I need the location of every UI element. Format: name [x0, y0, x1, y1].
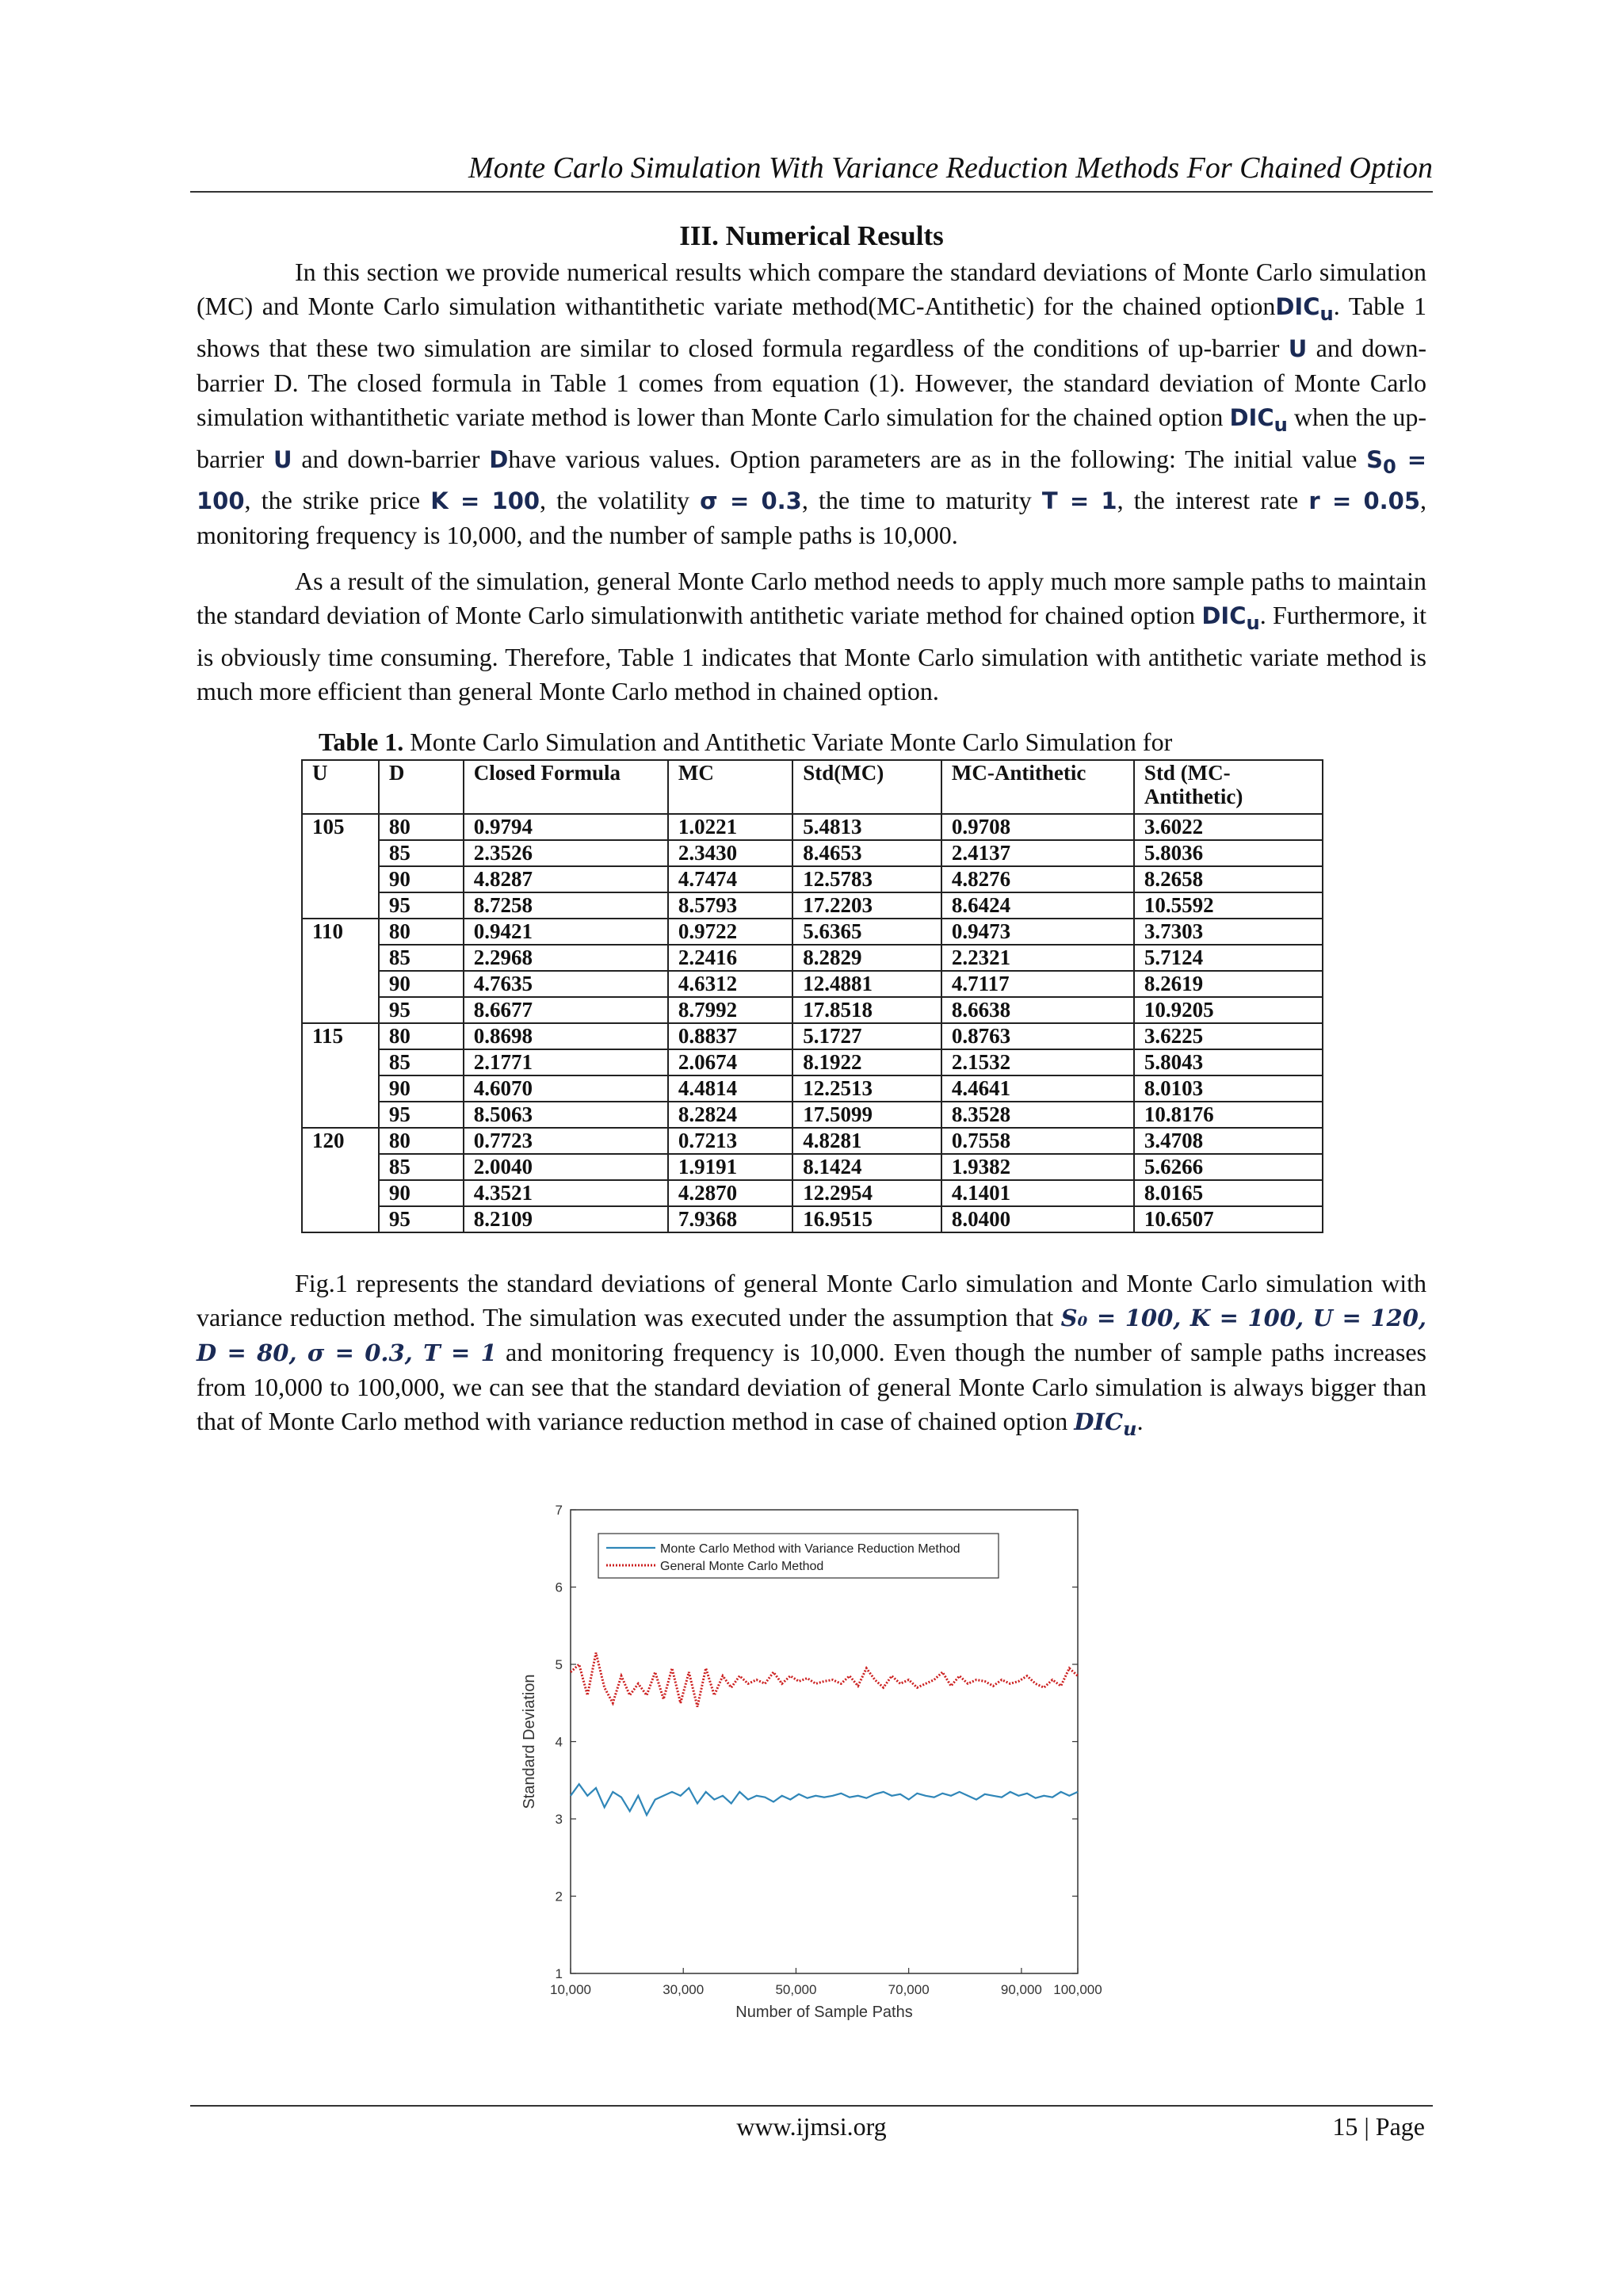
- table-cell: 4.4814: [668, 1075, 792, 1102]
- table-cell: 0.9794: [464, 814, 668, 840]
- table-cell: 12.5783: [792, 866, 941, 892]
- table-cell: 0.8763: [941, 1023, 1134, 1049]
- table-cell: 8.1922: [792, 1049, 941, 1075]
- table-cell: 8.3528: [941, 1102, 1134, 1128]
- table-cell: 8.5793: [668, 892, 792, 919]
- cell-u: 110: [302, 919, 379, 1023]
- table-cell: 80: [379, 814, 464, 840]
- col-header-std-mc: Std(MC): [792, 760, 941, 814]
- table-cell: 8.7992: [668, 997, 792, 1023]
- table-cell: 4.7635: [464, 971, 668, 997]
- table-cell: 95: [379, 1102, 464, 1128]
- table-cell: 85: [379, 1154, 464, 1180]
- table-cell: 17.2203: [792, 892, 941, 919]
- table-cell: 4.1401: [941, 1180, 1134, 1206]
- y-tick-label: 2: [555, 1889, 563, 1904]
- table-row: [302, 971, 1323, 997]
- table-cell: 2.0674: [668, 1049, 792, 1075]
- table-cell: 85: [379, 945, 464, 971]
- table-cell: 4.4641: [941, 1075, 1134, 1102]
- table-cell: 0.9708: [941, 814, 1134, 840]
- table-cell: 2.3430: [668, 840, 792, 866]
- plot-frame: [571, 1510, 1078, 1973]
- table-row: [302, 1102, 1323, 1128]
- table-cell: 1.0221: [668, 814, 792, 840]
- table-cell: 10.6507: [1134, 1206, 1323, 1232]
- table-cell: 2.3526: [464, 840, 668, 866]
- table-cell: 3.6022: [1134, 814, 1323, 840]
- table-cell: 95: [379, 997, 464, 1023]
- table-cell: 95: [379, 892, 464, 919]
- table-cell: 2.2968: [464, 945, 668, 971]
- table-cell: 12.2954: [792, 1180, 941, 1206]
- table-cell: 0.9722: [668, 919, 792, 945]
- x-tick-label: 90,000: [1000, 1982, 1042, 1997]
- x-tick-label: 100,000: [1053, 1982, 1102, 1997]
- table-cell: 0.7213: [668, 1128, 792, 1154]
- table-cell: 10.9205: [1134, 997, 1323, 1023]
- col-header-mc-antithetic: MC-Antithetic: [941, 760, 1134, 814]
- table-row: [302, 1180, 1323, 1206]
- std-dev-chart: [515, 1498, 1117, 2037]
- table-cell: 95: [379, 1206, 464, 1232]
- table-cell: 0.8837: [668, 1023, 792, 1049]
- results-table: [301, 759, 1323, 1233]
- table-cell: 12.4881: [792, 971, 941, 997]
- table-cell: 8.0165: [1134, 1180, 1323, 1206]
- legend-entry: Monte Carlo Method with Variance Reduction Method: [660, 1542, 960, 1556]
- col-header-d: D: [379, 760, 464, 814]
- table-cell: 0.9473: [941, 919, 1134, 945]
- table-cell: 8.0103: [1134, 1075, 1323, 1102]
- x-tick-label: 30,000: [663, 1982, 705, 1997]
- table-cell: 3.4708: [1134, 1128, 1323, 1154]
- table-cell: 8.2658: [1134, 866, 1323, 892]
- paragraph-intro: In this section we provide numerical results which compare the standard deviations of Monte Carlo simulation (MC) and Monte Carlo simulation withantithetic variate method(MC-Antithetic) for the chained optionDIC$_u$. Table 1 shows that these two simulation are similar to closed formula regardless of the conditions of up-barrier U and down-barrier D. The closed formula in Table 1 comes from equation (1). However, the standard deviation of Monte Carlo simulation withantithetic variate method is lower than Monte Carlo simulation for the chained option $DIC_u$ when the up-barrier U and down-barrier Dhave various values. Option parameters are as in the following: The initial value $S_0 = 100$, the strike price K = 100, the volatility σ = 0.3, the time to maturity T = 1, the interest rate r = 0.05, monitoring frequency is 10,000, and the number of sample paths is 10,000.: [197, 258, 1427, 550]
- table-row: [302, 1128, 1323, 1154]
- table-cell: 4.7117: [941, 971, 1134, 997]
- cell-u: 105: [302, 814, 379, 919]
- table-row: [302, 814, 1323, 840]
- table-cell: 16.9515: [792, 1206, 941, 1232]
- footer-rule: [190, 2105, 1433, 2107]
- table-cell: 4.2870: [668, 1180, 792, 1206]
- y-tick-label: 7: [555, 1503, 563, 1518]
- table-cell: 10.5592: [1134, 892, 1323, 919]
- table-cell: 4.6312: [668, 971, 792, 997]
- table-header-row: [302, 760, 1323, 814]
- table-cell: 5.6266: [1134, 1154, 1323, 1180]
- table-cell: 2.1532: [941, 1049, 1134, 1075]
- y-axis-label: Standard Deviation: [521, 1674, 538, 1809]
- table-cell: 8.7258: [464, 892, 668, 919]
- table-row: [302, 945, 1323, 971]
- table-cell: 90: [379, 971, 464, 997]
- table-cell: 5.6365: [792, 919, 941, 945]
- paragraph-efficiency: As a result of the simulation, general Monte Carlo method needs to apply much more sample paths to maintain the standard deviation of Monte Carlo simulationwith antithetic variate method for chained option $DIC_u$. Furthermore, it is obviously time consuming. Therefore, Table 1 indicates that Monte Carlo simulation with antithetic variate method is much more efficient than general Monte Carlo method in chained option.: [197, 567, 1427, 705]
- table-cell: 8.0400: [941, 1206, 1134, 1232]
- table-cell: 4.3521: [464, 1180, 668, 1206]
- y-tick-label: 6: [555, 1580, 563, 1595]
- section-title: III. Numerical Results: [679, 220, 944, 251]
- table-cell: 5.7124: [1134, 945, 1323, 971]
- table-cell: 2.2416: [668, 945, 792, 971]
- table-cell: 3.6225: [1134, 1023, 1323, 1049]
- x-axis-label: Number of Sample Paths: [735, 2004, 913, 2021]
- y-tick-label: 4: [555, 1734, 563, 1750]
- table-cell: 5.4813: [792, 814, 941, 840]
- legend-entry: General Monte Carlo Method: [660, 1560, 824, 1573]
- table-cell: 90: [379, 866, 464, 892]
- y-tick-label: 1: [555, 1966, 563, 1981]
- table-row: [302, 840, 1323, 866]
- table-cell: 0.7723: [464, 1128, 668, 1154]
- figure-1: [515, 1498, 1117, 2037]
- table-cell: 90: [379, 1180, 464, 1206]
- table-cell: 4.8276: [941, 866, 1134, 892]
- table-cell: 8.2619: [1134, 971, 1323, 997]
- col-header-std-mc-antithetic: Std (MC-Antithetic): [1134, 760, 1323, 814]
- header-rule: [190, 191, 1433, 193]
- paragraph-figure: Fig.1 represents the standard deviations of general Monte Carlo simulation and Monte Carlo simulation with variance reduction method. The simulation was executed under the assumption that S₀ = 100, K = 100, U = 120, D = 80, σ = 0.3, T = 1 and monitoring frequency is 10,000. Even though the number of sample paths increases from 10,000 to 100,000, we can see that the standard deviation of general Monte Carlo simulation is always bigger than that of Monte Carlo method with variance reduction method in case of chained option $DIC_u$.: [197, 1269, 1427, 1440]
- table-cell: 8.2824: [668, 1102, 792, 1128]
- table-row: [302, 919, 1323, 945]
- table-cell: 4.8287: [464, 866, 668, 892]
- table-cell: 8.1424: [792, 1154, 941, 1180]
- table-row: [302, 1206, 1323, 1232]
- table-cell: 8.6638: [941, 997, 1134, 1023]
- table-cell: 2.0040: [464, 1154, 668, 1180]
- col-header-mc: MC: [668, 760, 792, 814]
- table-cell: 80: [379, 1023, 464, 1049]
- x-tick-label: 50,000: [775, 1982, 817, 1997]
- table-cell: 8.2829: [792, 945, 941, 971]
- dic-u-symbol: $DIC_u$: [1275, 293, 1334, 325]
- y-tick-label: 5: [555, 1657, 563, 1672]
- table-cell: 1.9382: [941, 1154, 1134, 1180]
- table-cell: 8.5063: [464, 1102, 668, 1128]
- col-header-u: U: [302, 760, 379, 814]
- footer-url: www.ijmsi.org: [736, 2112, 887, 2141]
- table-cell: 80: [379, 1128, 464, 1154]
- table-cell: 17.8518: [792, 997, 941, 1023]
- table-cell: 3.7303: [1134, 919, 1323, 945]
- table-cell: 80: [379, 919, 464, 945]
- table-cell: 1.9191: [668, 1154, 792, 1180]
- cell-u: 115: [302, 1023, 379, 1128]
- table-cell: 2.1771: [464, 1049, 668, 1075]
- table-row: [302, 997, 1323, 1023]
- table-caption: Table 1. Monte Carlo Simulation and Antithetic Variate Monte Carlo Simulation for: [319, 728, 1173, 756]
- x-tick-label: 10,000: [550, 1982, 591, 1997]
- table-cell: 0.8698: [464, 1023, 668, 1049]
- table-cell: 10.8176: [1134, 1102, 1323, 1128]
- table-cell: 2.4137: [941, 840, 1134, 866]
- table-cell: 0.7558: [941, 1128, 1134, 1154]
- table-cell: 5.1727: [792, 1023, 941, 1049]
- table-cell: 7.9368: [668, 1206, 792, 1232]
- running-header: Monte Carlo Simulation With Variance Reduction Methods For Chained Option: [468, 151, 1433, 185]
- table-cell: 12.2513: [792, 1075, 941, 1102]
- table-cell: 2.2321: [941, 945, 1134, 971]
- table-cell: 0.9421: [464, 919, 668, 945]
- table-cell: 85: [379, 1049, 464, 1075]
- table-cell: 85: [379, 840, 464, 866]
- table-cell: 8.6424: [941, 892, 1134, 919]
- table-cell: 8.4653: [792, 840, 941, 866]
- table-cell: 4.8281: [792, 1128, 941, 1154]
- footer-page-number: 15 | Page: [1332, 2112, 1425, 2141]
- x-tick-label: 70,000: [888, 1982, 930, 1997]
- table-cell: 8.6677: [464, 997, 668, 1023]
- figure-parameters: S₀ = 100, K = 100, U = 120, D = 80, σ = 0.3, T = 1: [197, 1305, 1427, 1366]
- cell-u: 120: [302, 1128, 379, 1232]
- table-cell: 8.2109: [464, 1206, 668, 1232]
- col-header-closed-formula: Closed Formula: [464, 760, 668, 814]
- table-row: [302, 866, 1323, 892]
- table-cell: 5.8036: [1134, 840, 1323, 866]
- y-tick-label: 3: [555, 1812, 563, 1827]
- table-row: [302, 892, 1323, 919]
- table-cell: 17.5099: [792, 1102, 941, 1128]
- table-row: [302, 1075, 1323, 1102]
- table-cell: 4.7474: [668, 866, 792, 892]
- table-cell: 90: [379, 1075, 464, 1102]
- table-cell: 5.8043: [1134, 1049, 1323, 1075]
- table-row: [302, 1023, 1323, 1049]
- table-cell: 4.6070: [464, 1075, 668, 1102]
- table-row: [302, 1154, 1323, 1180]
- table-row: [302, 1049, 1323, 1075]
